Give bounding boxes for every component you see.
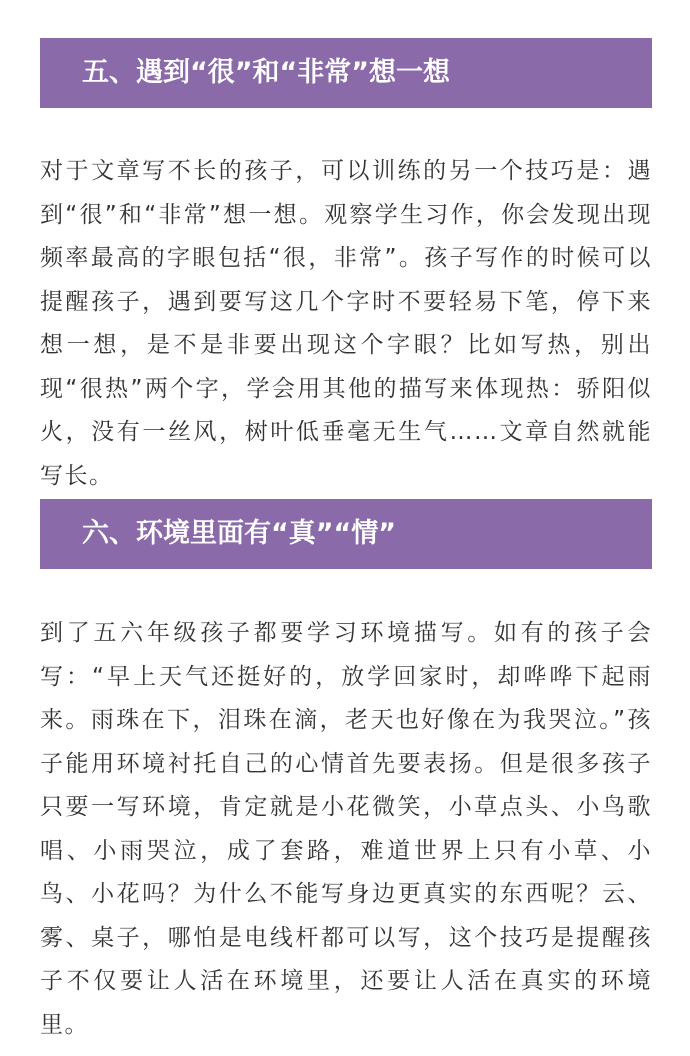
section-6-heading: 六、环境里面有“真”“情” — [40, 499, 652, 569]
section-5-paragraph: 对于文章写不长的孩子，可以训练的另一个技巧是：遇到“很”和“非常”想一想。观察学生习作，你会发现出现频率最高的字眼包括“很，非常”。孩子写作的时候可以提醒孩子，遇到要写这几个字时不要轻易下笔，停下来想一想，是不是非要出现这个字眼？比如写热，别出现“很热”两个字，学会用其他的描写来体现热：骄阳似火，没有一丝风，树叶低垂毫无生气……文章自然就能写长。 — [40, 158, 652, 489]
section-5-heading: 五、遇到“很”和“非常”想一想 — [40, 38, 652, 108]
section-6-paragraph: 到了五六年级孩子都要学习环境描写。如有的孩子会写：“早上天气还挺好的，放学回家时，却哗哗下起雨来。雨珠在下，泪珠在滴，老天也好像在为我哭泣。”孩子能用环境衬托自己的心情首先要表扬。但是很多孩子只要一写环境，肯定就是小花微笑，小草点头、小鸟歌唱、小雨哭泣，成了套路，难道世界上只有小草、小鸟、小花吗？为什么不能写身边更真实的东西呢？云、雾、桌子，哪怕是电线杆都可以写，这个技巧是提醒孩子不仅要让人活在环境里，还要让人活在真实的环境里。 — [40, 620, 652, 1038]
